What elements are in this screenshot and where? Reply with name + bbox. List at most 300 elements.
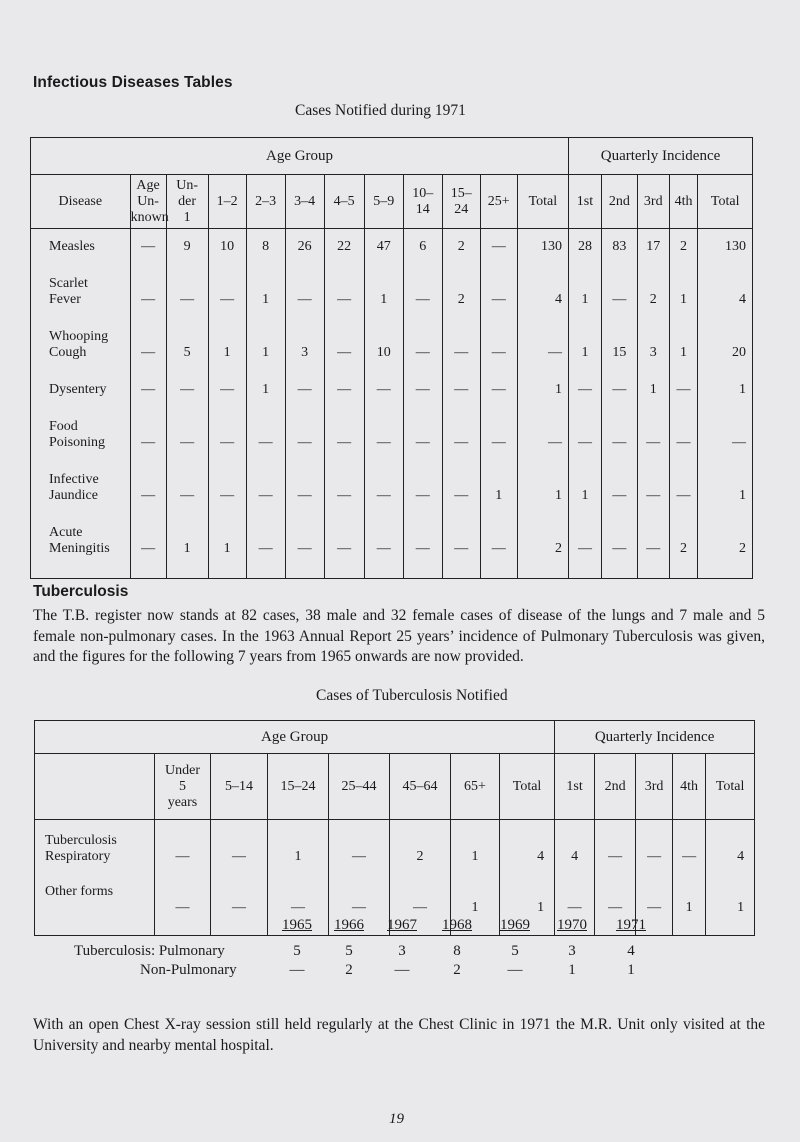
cell-value: 1 bbox=[537, 900, 545, 915]
table-cell bbox=[325, 525, 364, 578]
cell-value: — bbox=[220, 382, 235, 397]
table-cell bbox=[443, 419, 480, 472]
cell-value: — bbox=[258, 541, 273, 556]
cell-value: — bbox=[220, 488, 235, 503]
closing-paragraph: With an open Chest X-ray session still held regularly at the Chest Clinic in 1971 the M.R. Unit only visited at the University and nearby mental hospital. bbox=[33, 1016, 765, 1054]
cell-value: — bbox=[258, 488, 273, 503]
table1-value-column-1 bbox=[166, 229, 208, 579]
table1-value-column-3 bbox=[246, 229, 285, 579]
cell-value: 9 bbox=[183, 239, 191, 254]
yearly-value: — bbox=[394, 962, 410, 978]
cell-value: — bbox=[415, 345, 430, 360]
cell-value: — bbox=[141, 345, 156, 360]
table1-header-8-line: 14 bbox=[415, 201, 430, 217]
table-cell bbox=[451, 849, 499, 900]
yearly-value: — bbox=[289, 962, 305, 978]
table1-header-2-line: Un- bbox=[176, 177, 198, 193]
disease-name-line: Food bbox=[49, 419, 78, 434]
cell-value: 1 bbox=[380, 292, 388, 307]
table-cell bbox=[209, 382, 246, 419]
table2-header-1-line: 5 bbox=[179, 778, 186, 794]
cell-value: — bbox=[647, 900, 662, 915]
table-cell bbox=[365, 472, 403, 525]
table-cell bbox=[167, 239, 208, 276]
table1-header-0 bbox=[31, 175, 131, 229]
disease-name-line: Fever bbox=[49, 292, 81, 307]
cell-value: — bbox=[646, 541, 661, 556]
cell-value: — bbox=[258, 435, 273, 450]
table1-value-column-7 bbox=[403, 229, 442, 579]
table-cell bbox=[638, 472, 669, 525]
cell-value: — bbox=[352, 900, 366, 915]
cell-value: — bbox=[676, 488, 691, 503]
tuberculosis-paragraph: The T.B. register now stands at 82 cases, 38 male and 32 female cases of disease of the lungs and 7 male and 5 female non-pulmonary cases. In the 1963 Annual Report 25 years’ incidence of Pulmonary Tuberculosis was given, and the figures for the following 7 years from 1965 onwards are now provided. bbox=[33, 607, 765, 665]
yearly-value: 1 bbox=[627, 962, 635, 978]
table-cell bbox=[268, 849, 328, 900]
disease-name-line: Scarlet bbox=[49, 276, 88, 291]
table2-header-9 bbox=[595, 754, 636, 820]
table1-header-1 bbox=[130, 175, 169, 229]
cell-value: 5 bbox=[183, 345, 191, 360]
infectious-diseases-table bbox=[30, 137, 753, 579]
table-cell bbox=[247, 329, 285, 382]
table2-header-2 bbox=[211, 754, 268, 820]
cell-value: 1 bbox=[581, 292, 589, 307]
year-label: 1970 bbox=[557, 917, 587, 933]
table-cell bbox=[155, 849, 210, 900]
table2-value-column-11 bbox=[706, 820, 755, 936]
yearly-value: 1 bbox=[568, 962, 576, 978]
tuberculosis-heading: Tuberculosis bbox=[33, 583, 129, 600]
cell-value: — bbox=[676, 382, 691, 397]
table1-value-column-2 bbox=[208, 229, 246, 579]
table-cell bbox=[481, 329, 517, 382]
disease-name bbox=[31, 472, 130, 525]
cell-value: 1 bbox=[223, 345, 231, 360]
cell-value: — bbox=[337, 541, 352, 556]
table-cell bbox=[698, 419, 746, 472]
table-cell bbox=[365, 239, 403, 276]
table-cell bbox=[247, 525, 285, 578]
cell-value: 1 bbox=[555, 488, 563, 503]
cell-value: — bbox=[141, 292, 156, 307]
table-cell bbox=[670, 419, 698, 472]
table2-header-11 bbox=[673, 754, 706, 820]
cell-value: — bbox=[337, 345, 352, 360]
table-cell bbox=[698, 329, 746, 382]
table-cell bbox=[602, 472, 637, 525]
cell-value: — bbox=[337, 488, 352, 503]
table-cell bbox=[155, 900, 210, 935]
table1-header-4-line: 2–3 bbox=[255, 193, 277, 209]
table-cell bbox=[481, 239, 517, 276]
disease-name bbox=[31, 525, 130, 578]
cell-value: — bbox=[608, 849, 623, 864]
table-cell bbox=[706, 849, 744, 900]
table1-value-column-15 bbox=[698, 229, 753, 579]
table2-value-column-1 bbox=[211, 820, 268, 936]
table-cell bbox=[698, 239, 746, 276]
table1-header-3 bbox=[208, 175, 246, 229]
table-cell bbox=[247, 239, 285, 276]
table2-header-8-line: 1st bbox=[566, 778, 583, 794]
table-cell bbox=[638, 419, 669, 472]
table1-header-9-line: 15– bbox=[450, 185, 472, 201]
table1-value-column-8 bbox=[442, 229, 480, 579]
cell-value: 2 bbox=[739, 541, 746, 556]
table-cell bbox=[670, 472, 698, 525]
cell-value: — bbox=[141, 435, 156, 450]
table1-header-14 bbox=[637, 175, 669, 229]
table1-header-9 bbox=[442, 175, 480, 229]
table-cell bbox=[286, 329, 324, 382]
cell-value: 2 bbox=[555, 541, 563, 556]
table-cell bbox=[518, 382, 562, 419]
table-cell bbox=[209, 419, 246, 472]
cell-value: — bbox=[567, 900, 582, 915]
table2-header-4 bbox=[329, 754, 390, 820]
table-cell bbox=[325, 472, 364, 525]
table1-value-column-13 bbox=[637, 229, 669, 579]
yearly-value: — bbox=[507, 962, 523, 978]
table-cell bbox=[404, 276, 442, 329]
cell-value: — bbox=[608, 900, 623, 915]
table2-header-3 bbox=[268, 754, 329, 820]
table-cell bbox=[602, 382, 637, 419]
cell-value: — bbox=[180, 488, 195, 503]
cell-value: 47 bbox=[376, 239, 391, 254]
cell-value: — bbox=[352, 849, 366, 864]
cell-value: 4 bbox=[555, 292, 563, 307]
table2-caption: Cases of Tuberculosis Notified bbox=[316, 687, 508, 704]
section-title: Infectious Diseases Tables bbox=[33, 74, 233, 91]
table-cell bbox=[325, 329, 364, 382]
table1-header-11-line: Total bbox=[528, 193, 558, 209]
table-cell bbox=[167, 419, 208, 472]
cell-value: — bbox=[220, 292, 235, 307]
yearly-row-label: Non-Pulmonary bbox=[140, 962, 237, 978]
table-cell bbox=[638, 239, 669, 276]
table-cell bbox=[131, 419, 166, 472]
table-cell bbox=[518, 472, 562, 525]
yearly-value: 8 bbox=[453, 943, 461, 959]
cell-value: 4 bbox=[737, 849, 745, 864]
cell-value: — bbox=[376, 541, 391, 556]
table-cell bbox=[286, 382, 324, 419]
cell-value: — bbox=[548, 435, 563, 450]
cell-value: 1 bbox=[262, 382, 270, 397]
table-cell bbox=[518, 239, 562, 276]
table2-header-12 bbox=[706, 754, 755, 820]
cell-value: 2 bbox=[457, 239, 465, 254]
row-label bbox=[35, 884, 154, 919]
table-cell bbox=[167, 276, 208, 329]
table-cell bbox=[286, 472, 324, 525]
table2-header-6 bbox=[451, 754, 500, 820]
table1-value-column-0 bbox=[130, 229, 166, 579]
cell-value: 1 bbox=[680, 345, 688, 360]
disease-name-line: Meningitis bbox=[49, 541, 110, 556]
table-cell bbox=[131, 329, 166, 382]
cell-value: — bbox=[297, 541, 312, 556]
table-cell bbox=[365, 419, 403, 472]
table-cell bbox=[670, 525, 698, 578]
cell-value: 2 bbox=[416, 849, 424, 864]
cell-value: — bbox=[175, 900, 190, 915]
yearly-value: 2 bbox=[453, 962, 461, 978]
cell-value: 1 bbox=[739, 382, 746, 397]
table1-header-8-line: 10– bbox=[412, 185, 434, 201]
table-cell bbox=[131, 276, 166, 329]
table-cell bbox=[404, 472, 442, 525]
table1-header-14-line: 3rd bbox=[643, 193, 663, 209]
cell-value: — bbox=[337, 435, 352, 450]
table-cell bbox=[698, 276, 746, 329]
table-cell bbox=[247, 276, 285, 329]
table1-header-16-line: Total bbox=[710, 193, 740, 209]
table-cell bbox=[286, 239, 324, 276]
cell-value: 15 bbox=[612, 345, 627, 360]
cell-value: 83 bbox=[612, 239, 627, 254]
cell-value: — bbox=[612, 541, 627, 556]
table1-caption: Cases Notified during 1971 bbox=[295, 102, 466, 119]
row-label bbox=[35, 833, 154, 884]
cell-value: 1 bbox=[183, 541, 191, 556]
table1-header-12 bbox=[569, 175, 602, 229]
disease-name bbox=[31, 276, 130, 329]
table-cell bbox=[209, 472, 246, 525]
table2-header-7 bbox=[500, 754, 555, 820]
cell-value: 1 bbox=[495, 488, 503, 503]
table1-header-9-line: 24 bbox=[454, 201, 469, 217]
table-cell bbox=[131, 472, 166, 525]
table-cell bbox=[602, 419, 637, 472]
table1-header-12-line: 1st bbox=[576, 193, 594, 209]
cell-value: — bbox=[548, 345, 563, 360]
cell-value: — bbox=[297, 488, 312, 503]
table-cell bbox=[636, 849, 672, 900]
cell-value: 26 bbox=[297, 239, 312, 254]
disease-name-line: Poisoning bbox=[49, 435, 106, 450]
table-cell bbox=[595, 849, 635, 900]
cell-value: 28 bbox=[577, 239, 592, 254]
table-cell bbox=[481, 382, 517, 419]
cell-value: 20 bbox=[732, 345, 746, 360]
cell-value: — bbox=[180, 292, 195, 307]
table1-header-10 bbox=[480, 175, 517, 229]
table2-header-10-line: 3rd bbox=[644, 778, 664, 794]
age-group-header: Age Group bbox=[31, 138, 569, 175]
table1-header-3-line: 1–2 bbox=[216, 193, 238, 209]
table-cell bbox=[365, 525, 403, 578]
cell-value: — bbox=[415, 541, 430, 556]
table-cell bbox=[481, 472, 517, 525]
cell-value: 2 bbox=[680, 541, 688, 556]
table1-header-6-line: 4–5 bbox=[333, 193, 355, 209]
table1-value-column-9 bbox=[480, 229, 517, 579]
table-cell bbox=[325, 276, 364, 329]
table-cell bbox=[698, 382, 746, 419]
table-cell bbox=[404, 239, 442, 276]
cell-value: — bbox=[732, 435, 746, 450]
table2-header-1-line: Under bbox=[165, 762, 200, 778]
table1-header-2 bbox=[166, 175, 208, 229]
table1-header-7 bbox=[364, 175, 403, 229]
table-cell bbox=[443, 525, 480, 578]
table-cell bbox=[602, 525, 637, 578]
disease-name-line: Dysentery bbox=[49, 382, 107, 397]
table1-header-1-line: Age bbox=[136, 177, 160, 193]
table-cell bbox=[518, 329, 562, 382]
tuberculosis-table bbox=[34, 720, 755, 936]
cell-value: 10 bbox=[376, 345, 391, 360]
disease-name-line: Whooping bbox=[49, 329, 109, 344]
table2-header-3-line: 15–24 bbox=[280, 778, 316, 794]
table1-header-11 bbox=[517, 175, 568, 229]
cell-value: — bbox=[577, 541, 592, 556]
row-label-line: Tuberculosis bbox=[45, 833, 117, 848]
table-cell bbox=[670, 382, 698, 419]
table-cell bbox=[602, 329, 637, 382]
table-cell bbox=[673, 849, 705, 900]
cell-value: — bbox=[180, 435, 195, 450]
cell-value: — bbox=[141, 488, 156, 503]
year-label: 1968 bbox=[442, 917, 472, 933]
cell-value: — bbox=[297, 382, 312, 397]
cell-value: — bbox=[682, 849, 697, 864]
table-cell bbox=[131, 239, 166, 276]
cell-value: 3 bbox=[649, 345, 657, 360]
table-cell bbox=[518, 525, 562, 578]
table1-value-column-10 bbox=[517, 229, 568, 579]
cell-value: 1 bbox=[262, 345, 270, 360]
cell-value: — bbox=[376, 382, 391, 397]
table-cell bbox=[286, 276, 324, 329]
cell-value: — bbox=[376, 435, 391, 450]
table-cell bbox=[698, 472, 746, 525]
cell-value: — bbox=[415, 292, 430, 307]
table-cell bbox=[569, 472, 601, 525]
table-cell bbox=[670, 276, 698, 329]
table2-header-0 bbox=[35, 754, 155, 820]
table1-value-column-11 bbox=[569, 229, 602, 579]
table1-value-column-6 bbox=[364, 229, 403, 579]
table-cell bbox=[706, 900, 744, 935]
cell-value: — bbox=[491, 382, 506, 397]
table-cell bbox=[209, 525, 246, 578]
table-cell bbox=[481, 419, 517, 472]
table1-header-15-line: 4th bbox=[674, 193, 693, 209]
table-cell bbox=[555, 849, 594, 900]
tb-quarterly-incidence-header: Quarterly Incidence bbox=[555, 721, 755, 754]
table1-header-16 bbox=[698, 175, 753, 229]
table-cell bbox=[365, 382, 403, 419]
cell-value: 3 bbox=[301, 345, 309, 360]
cell-value: 1 bbox=[294, 849, 302, 864]
table-cell bbox=[365, 329, 403, 382]
tb-age-group-header: Age Group bbox=[35, 721, 555, 754]
table1-header-13 bbox=[601, 175, 637, 229]
cell-value: 4 bbox=[537, 849, 545, 864]
disease-name bbox=[31, 382, 130, 419]
cell-value: — bbox=[646, 488, 661, 503]
cell-value: — bbox=[612, 435, 627, 450]
cell-value: 1 bbox=[471, 849, 479, 864]
table-cell bbox=[167, 472, 208, 525]
cell-value: 130 bbox=[541, 239, 563, 254]
table-cell bbox=[500, 849, 544, 900]
cell-value: — bbox=[175, 849, 190, 864]
table-cell bbox=[638, 525, 669, 578]
table-cell bbox=[247, 382, 285, 419]
year-label: 1966 bbox=[334, 917, 364, 933]
cell-value: 1 bbox=[737, 900, 745, 915]
table-cell bbox=[131, 525, 166, 578]
cell-value: 4 bbox=[739, 292, 746, 307]
cell-value: — bbox=[415, 488, 430, 503]
disease-name-line: Acute bbox=[49, 525, 83, 540]
disease-name-line: Infective bbox=[49, 472, 99, 487]
cell-value: — bbox=[491, 345, 506, 360]
table2-value-column-0 bbox=[155, 820, 211, 936]
year-label: 1965 bbox=[282, 917, 312, 933]
cell-value: 1 bbox=[680, 292, 688, 307]
table-cell bbox=[481, 525, 517, 578]
table-cell bbox=[638, 382, 669, 419]
year-label: 1967 bbox=[387, 917, 417, 933]
table2-header-12-line: Total bbox=[715, 778, 745, 794]
cell-value: — bbox=[141, 541, 156, 556]
table1-value-column-14 bbox=[669, 229, 698, 579]
table1-value-column-5 bbox=[324, 229, 364, 579]
table-cell bbox=[638, 329, 669, 382]
table2-header-1-line: years bbox=[167, 794, 198, 810]
cell-value: 1 bbox=[262, 292, 270, 307]
quarterly-incidence-header: Quarterly Incidence bbox=[569, 138, 753, 175]
table-cell bbox=[670, 239, 698, 276]
table-cell bbox=[569, 239, 601, 276]
cell-value: 2 bbox=[649, 292, 657, 307]
cell-value: 17 bbox=[646, 239, 661, 254]
cell-value: — bbox=[491, 239, 506, 254]
table-cell bbox=[325, 382, 364, 419]
table2-header-7-line: Total bbox=[512, 778, 542, 794]
row-label-line: Other forms bbox=[45, 884, 114, 899]
cell-value: — bbox=[647, 849, 662, 864]
cell-value: 1 bbox=[581, 488, 589, 503]
cell-value: — bbox=[454, 345, 469, 360]
table1-disease-column bbox=[31, 229, 131, 579]
cell-value: — bbox=[454, 382, 469, 397]
table-cell bbox=[211, 900, 267, 935]
cell-value: — bbox=[297, 435, 312, 450]
table-cell bbox=[131, 382, 166, 419]
table-cell bbox=[390, 849, 450, 900]
table1-value-column-12 bbox=[601, 229, 637, 579]
table-cell bbox=[602, 239, 637, 276]
cell-value: — bbox=[577, 382, 592, 397]
table2-header-6-line: 65+ bbox=[464, 778, 486, 794]
cell-value: — bbox=[491, 292, 506, 307]
year-label: 1969 bbox=[500, 917, 530, 933]
table-cell bbox=[404, 382, 442, 419]
table1-header-2-line: 1 bbox=[183, 209, 191, 225]
cell-value: 1 bbox=[685, 900, 693, 915]
table2-header-9-line: 2nd bbox=[604, 778, 626, 794]
cell-value: — bbox=[232, 849, 246, 864]
page-number: 19 bbox=[389, 1111, 404, 1127]
table-cell bbox=[569, 419, 601, 472]
